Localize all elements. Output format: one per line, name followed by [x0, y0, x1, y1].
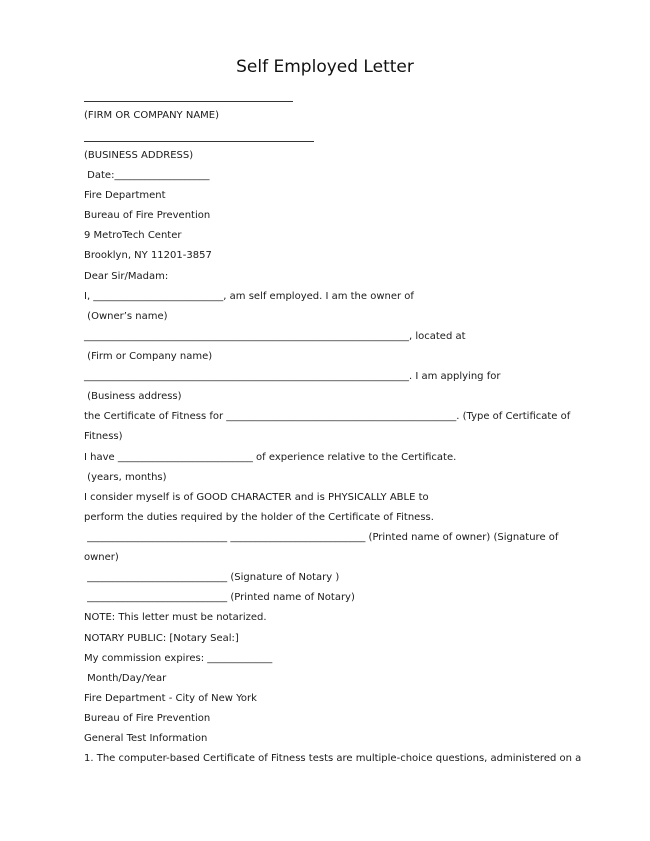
dept-heading-1: Fire Department - City of New York — [84, 693, 257, 704]
owner-signature-line: ____________________________ ___________________________ (Printed name of owner) (Signature of — [84, 532, 559, 543]
salutation: Dear Sir/Madam: — [84, 271, 169, 282]
firm-name-caption-2: (Firm or Company name) — [84, 351, 213, 362]
body-line-duties: perform the duties required by the holder of the Certificate of Fitness. — [84, 512, 434, 523]
dept-heading-2: Bureau of Fire Prevention — [84, 713, 211, 724]
recipient-line-4: Brooklyn, NY 11201-3857 — [84, 250, 212, 261]
body-line-address: _________________________________________________________________. I am applying for — [84, 371, 501, 382]
date-format-caption: Month/Day/Year — [84, 673, 167, 684]
body-line-firm: _________________________________________________________________, located at — [84, 331, 466, 342]
notary-public-line: NOTARY PUBLIC: [Notary Seal:] — [84, 633, 239, 644]
business-address-underline — [84, 141, 314, 142]
test-info-item-1: 1. The computer-based Certificate of Fitness tests are multiple-choice questions, administered on a — [84, 753, 582, 764]
business-address-caption: (BUSINESS ADDRESS) — [84, 150, 194, 161]
body-line-character: I consider myself is of GOOD CHARACTER and is PHYSICALLY ABLE to — [84, 492, 429, 503]
notary-printed-name-line: ____________________________ (Printed name of Notary) — [84, 592, 355, 603]
recipient-line-3: 9 MetroTech Center — [84, 230, 182, 241]
test-info-heading: General Test Information — [84, 733, 208, 744]
body-line-experience: I have ___________________________ of experience relative to the Certificate. — [84, 452, 457, 463]
recipient-line-1: Fire Department — [84, 190, 166, 201]
owner-name-caption: (Owner’s name) — [84, 311, 168, 322]
firm-name-underline — [84, 101, 293, 102]
body-line-owner: I, __________________________, am self employed. I am the owner of — [84, 291, 414, 302]
document-title: Self Employed Letter — [236, 57, 414, 77]
business-address-caption-2: (Business address) — [84, 391, 182, 402]
firm-name-caption: (FIRM OR COMPANY NAME) — [84, 110, 220, 121]
body-line-certificate: the Certificate of Fitness for ______________________________________________. (Type of Certificate of — [84, 411, 571, 422]
notary-signature-line: ____________________________ (Signature of Notary ) — [84, 572, 340, 583]
notarized-note: NOTE: This letter must be notarized. — [84, 612, 267, 623]
experience-caption: (years, months) — [84, 472, 167, 483]
recipient-line-2: Bureau of Fire Prevention — [84, 210, 211, 221]
body-line-fitness: Fitness) — [84, 431, 123, 442]
owner-signature-line-cont: owner) — [84, 552, 119, 563]
date-line: Date:___________________ — [84, 170, 210, 181]
commission-expires-line: My commission expires: _____________ — [84, 653, 273, 664]
